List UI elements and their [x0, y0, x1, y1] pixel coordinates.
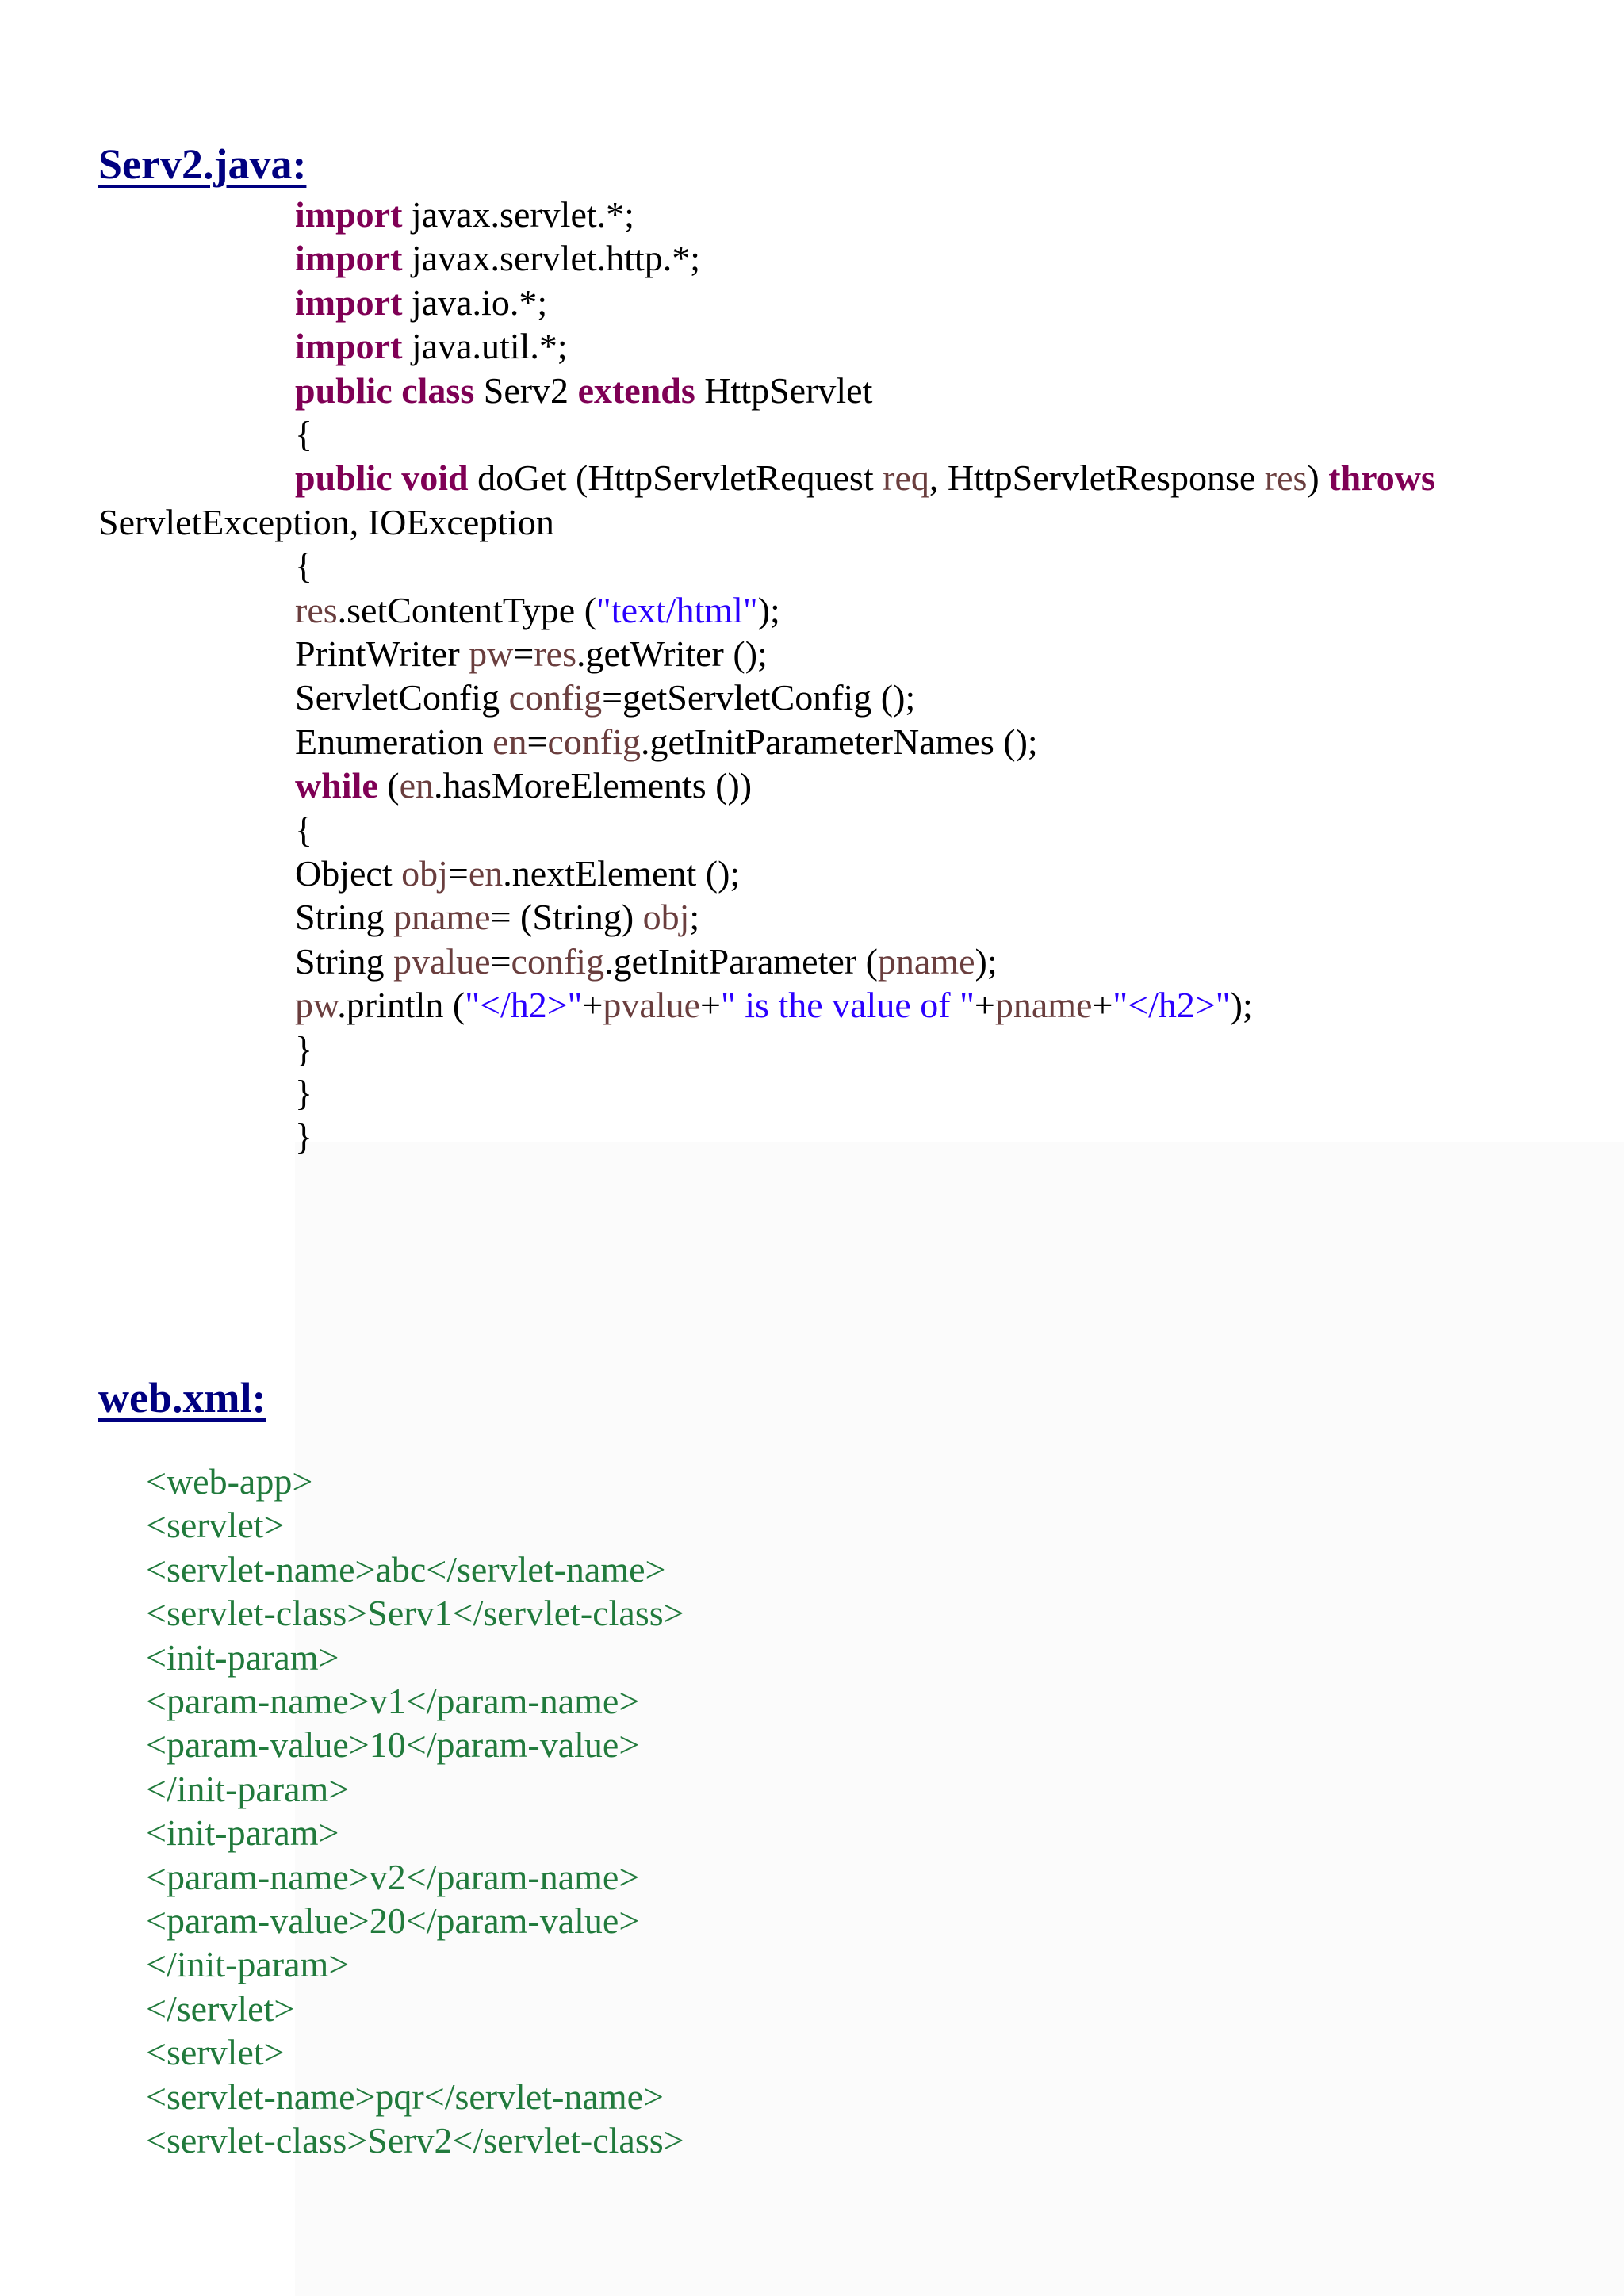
- code-token: .getWriter ();: [576, 633, 768, 674]
- code-token: java.io.*;: [402, 281, 548, 323]
- java-code-line: [295, 720, 1038, 763]
- variable-token: obj: [642, 897, 690, 938]
- variable-token: pname: [877, 940, 975, 982]
- code-token: ;: [689, 897, 700, 938]
- java-code-line: [295, 675, 915, 719]
- code-token: javax.servlet.http.*;: [402, 238, 700, 279]
- keyword-token: public: [295, 457, 393, 499]
- java-code-line: [295, 1115, 312, 1158]
- keyword-token: throws: [1328, 457, 1435, 499]
- code-token: doGet (HttpServletRequest: [468, 457, 883, 499]
- code-token: PrintWriter: [295, 633, 469, 674]
- keyword-token: extends: [577, 369, 695, 411]
- java-code-line: [295, 1071, 312, 1115]
- java-code-line: [295, 588, 780, 632]
- java-code-line: [295, 939, 998, 983]
- variable-token: res: [1264, 457, 1308, 499]
- java-code-line: [295, 763, 752, 807]
- code-token: (: [377, 765, 400, 806]
- code-token: String: [295, 940, 393, 982]
- java-code-line: [295, 895, 699, 939]
- code-token: );: [757, 589, 780, 630]
- variable-token: en: [399, 765, 435, 806]
- xml-code-line: <servlet-class>Serv2</servlet-class>: [146, 2120, 684, 2160]
- code-token: ServletException, IOException: [98, 501, 554, 542]
- code-token: );: [975, 940, 998, 982]
- code-token: = (String): [490, 897, 643, 938]
- code-token: }: [295, 1073, 313, 1113]
- keyword-token: void: [401, 457, 469, 499]
- code-token: }: [295, 1116, 313, 1158]
- java-code-line: [295, 808, 312, 851]
- xml-code-line: <web-app>: [146, 1461, 313, 1502]
- code-token: , HttpServletResponse: [929, 457, 1265, 499]
- xml-code-line: </init-param>: [146, 1944, 350, 1985]
- code-token: ServletConfig: [295, 677, 509, 718]
- java-code-line: [295, 236, 700, 280]
- java-code-line: [295, 193, 634, 236]
- keyword-token: import: [295, 194, 403, 235]
- java-code-line: [295, 983, 1253, 1027]
- keyword-token: import: [295, 326, 403, 367]
- java-code-line: [295, 324, 568, 368]
- code-token: =: [513, 633, 534, 674]
- variable-token: config: [508, 677, 603, 718]
- xml-code-line: </init-param>: [146, 1768, 350, 1809]
- xml-code-line: <param-value>20</param-value>: [146, 1900, 640, 1941]
- code-token: +: [700, 985, 721, 1026]
- code-token: +: [582, 985, 603, 1026]
- java-file-heading: Serv2.java:: [98, 140, 307, 188]
- code-token: .getInitParameterNames ();: [640, 721, 1038, 762]
- code-token: .getInitParameter (: [604, 940, 878, 982]
- code-token: =: [527, 721, 548, 762]
- code-token: java.util.*;: [402, 326, 568, 367]
- variable-token: pw: [295, 985, 338, 1026]
- code-token: +: [1092, 985, 1113, 1026]
- variable-token: config: [511, 940, 605, 982]
- xml-code-line: <param-name>v2</param-name>: [146, 1856, 640, 1897]
- variable-token: req: [883, 457, 929, 499]
- xml-code-line: <init-param>: [146, 1636, 339, 1678]
- keyword-token: import: [295, 281, 403, 323]
- code-token: [393, 370, 402, 411]
- xml-code-line: <param-name>v1</param-name>: [146, 1681, 640, 1721]
- variable-token: en: [468, 853, 504, 894]
- string-literal-token: "text/html": [596, 589, 758, 630]
- code-token: {: [295, 809, 313, 850]
- java-code-line: [98, 500, 554, 544]
- xml-code-line: <param-value>10</param-value>: [146, 1724, 640, 1766]
- code-token: );: [1230, 985, 1253, 1026]
- variable-token: config: [547, 721, 641, 762]
- xml-code-line: <servlet>: [146, 2032, 285, 2073]
- code-token: ): [1307, 457, 1329, 499]
- xml-code-line: </servlet>: [146, 1988, 295, 2029]
- code-token: .setContentType (: [337, 589, 597, 630]
- xml-code-line: <servlet>: [146, 1505, 285, 1546]
- code-token: Object: [295, 853, 402, 894]
- code-token: .nextElement ();: [503, 853, 741, 894]
- java-code-line: [295, 1027, 312, 1071]
- xml-code-line: <servlet-name>abc</servlet-name>: [146, 1548, 666, 1590]
- code-token: =getServletConfig ();: [602, 677, 916, 718]
- variable-token: obj: [401, 853, 448, 894]
- variable-token: pname: [994, 985, 1093, 1026]
- string-literal-token: " is the value of ": [720, 985, 975, 1026]
- code-token: =: [490, 940, 511, 982]
- variable-token: en: [492, 721, 527, 762]
- variable-token: pvalue: [393, 940, 491, 982]
- code-token: }: [295, 1028, 313, 1070]
- keyword-token: public: [295, 369, 393, 411]
- keyword-token: while: [295, 765, 378, 806]
- java-code-line: [295, 412, 312, 456]
- java-code-line: [295, 851, 740, 895]
- java-code-line: [295, 544, 312, 587]
- java-code-line: [295, 632, 768, 675]
- xml-code-line: <servlet-name>pqr</servlet-name>: [146, 2076, 664, 2117]
- string-literal-token: "</h2>": [465, 985, 583, 1026]
- code-token: .println (: [337, 985, 465, 1026]
- code-token: {: [295, 545, 313, 587]
- string-literal-token: "</h2>": [1113, 985, 1231, 1026]
- code-token: javax.servlet.*;: [402, 194, 634, 235]
- code-token: {: [295, 414, 313, 454]
- variable-token: res: [295, 589, 338, 630]
- xml-code-line: <init-param>: [146, 1812, 339, 1854]
- variable-token: pw: [469, 633, 514, 674]
- java-code-line: [295, 281, 547, 324]
- keyword-token: class: [401, 369, 475, 411]
- code-token: Serv2: [474, 369, 578, 411]
- code-token: String: [295, 897, 393, 938]
- java-code-line: [295, 369, 872, 412]
- variable-token: pvalue: [603, 985, 701, 1026]
- code-token: HttpServlet: [695, 369, 873, 411]
- variable-token: pname: [393, 897, 491, 938]
- variable-token: res: [534, 633, 576, 674]
- xml-code-line: <servlet-class>Serv1</servlet-class>: [146, 1593, 684, 1634]
- java-code-line: [295, 456, 1435, 499]
- code-token: Enumeration: [295, 721, 493, 762]
- keyword-token: import: [295, 238, 403, 279]
- code-token: [393, 457, 402, 498]
- xml-file-heading: web.xml:: [98, 1374, 266, 1422]
- code-token: .hasMoreElements ()): [434, 765, 753, 806]
- code-token: +: [974, 985, 995, 1026]
- code-token: =: [447, 853, 469, 894]
